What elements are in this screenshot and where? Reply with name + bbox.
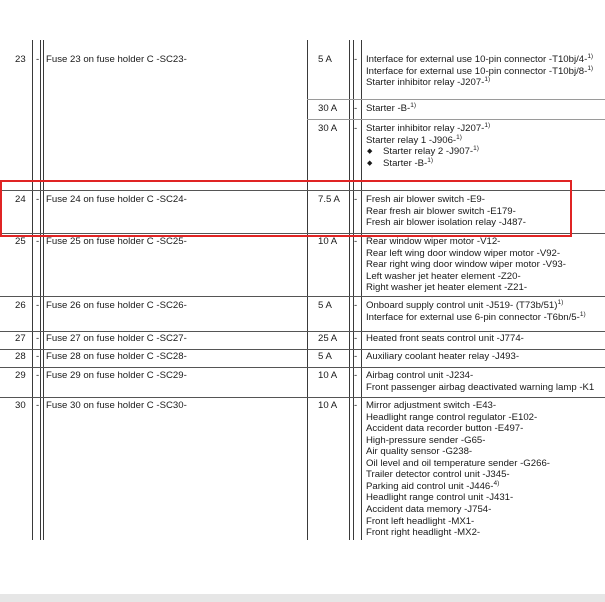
component-label: Headlight range control regulator -E102- (366, 411, 538, 423)
footnote-marker: 1) (579, 310, 586, 318)
component-item (366, 370, 473, 382)
fuse-description: Fuse 30 on fuse holder C -SC30- (46, 400, 187, 411)
component-label: Front right headlight -MX2- (366, 527, 481, 539)
viewer-bottom-bar (0, 594, 605, 602)
highlight-box-fuse-24 (0, 180, 572, 237)
component-item (366, 435, 485, 447)
column-divider (307, 40, 308, 540)
group-separator (307, 119, 605, 120)
row-dash: - (36, 400, 40, 411)
column-divider (349, 40, 350, 540)
component-item (366, 446, 472, 458)
group-dash: - (354, 194, 358, 205)
row-dash: - (36, 333, 40, 344)
component-label: Fresh air blower switch -E9- (366, 194, 485, 205)
group-dash: - (354, 300, 358, 311)
fuse-number: 27 (15, 333, 26, 344)
footnote-marker: 1) (427, 156, 434, 164)
group-dash: - (354, 236, 358, 247)
amperage-rating: 5 A (318, 300, 332, 311)
fuse-description: Fuse 24 on fuse holder C -SC24- (46, 194, 187, 205)
footnote-marker: 1) (484, 76, 491, 84)
fuse-description: Fuse 28 on fuse holder C -SC28- (46, 351, 187, 362)
row-separator (0, 296, 605, 297)
component-label: Air quality sensor -G238- (366, 446, 473, 458)
group-dash: - (354, 351, 358, 362)
fuse-description: Fuse 25 on fuse holder C -SC25- (46, 236, 187, 247)
row-dash: - (36, 236, 40, 247)
row-separator (0, 349, 605, 350)
component-item (366, 77, 490, 90)
component-item (366, 423, 523, 435)
component-item (366, 271, 521, 283)
diamond-bullet-icon: ◆ (367, 148, 373, 156)
footnote-marker: 1) (484, 122, 491, 129)
component-label: Accident data memory -J754- (366, 503, 492, 515)
amperage-rating: 30 A (318, 103, 338, 114)
group-dash: - (354, 123, 358, 134)
component-item (366, 527, 480, 539)
component-label: Oil level and oil temperature sender -G266- (366, 457, 550, 469)
component-item (366, 103, 416, 116)
group-dash: - (354, 400, 358, 411)
component-label: Interface for external use 10-pin connector -T10bj/8- (366, 65, 588, 77)
footnote-marker: 1) (473, 145, 479, 153)
amperage-rating: 10 A (318, 370, 338, 381)
component-label: Airbag control unit -J234- (366, 370, 474, 381)
component-label: Starter -B- (383, 157, 428, 169)
component-label: Heated front seats control unit -J774- (366, 333, 524, 344)
component-label: Mirror adjustment switch -E43- (366, 400, 497, 411)
fuse-description: Fuse 29 on fuse holder C -SC29- (46, 370, 187, 381)
component-label: Parking aid control unit -J446- (366, 480, 494, 492)
fuse-description: Fuse 23 on fuse holder C -SC23- (46, 54, 187, 65)
row-separator (0, 397, 605, 398)
component-label: Headlight range control unit -J431- (366, 492, 514, 504)
component-item (366, 236, 500, 248)
group-dash: - (354, 103, 358, 114)
component-item (366, 412, 537, 424)
footnote-marker: 1) (410, 102, 417, 109)
component-item (366, 333, 524, 345)
component-label: Fresh air blower isolation relay -J487- (366, 217, 526, 229)
amperage-rating: 7.5 A (318, 194, 340, 205)
fuse-number: 29 (15, 370, 26, 381)
row-separator (0, 367, 605, 368)
component-item (383, 158, 433, 171)
footnote-marker: 4) (493, 479, 500, 487)
row-dash: - (36, 370, 40, 381)
component-label: Interface for external use 6-pin connector -T6bn/5- (366, 311, 580, 323)
column-divider (353, 40, 354, 540)
component-item (366, 382, 594, 394)
amperage-rating: 30 A (318, 123, 338, 134)
component-item (366, 282, 527, 294)
component-label: Interface for external use 10-pin connector -T10bj/4- (366, 54, 588, 65)
row-dash: - (36, 194, 40, 205)
component-item (366, 492, 513, 504)
amperage-rating: 25 A (318, 333, 338, 344)
group-dash: - (354, 54, 358, 65)
column-divider (32, 40, 33, 540)
component-item (366, 458, 550, 470)
component-label: Starter -B- (366, 103, 411, 114)
fuse-number: 26 (15, 300, 26, 311)
component-label: Starter inhibitor relay -J207- (366, 123, 485, 134)
component-item (366, 259, 566, 271)
component-label: Left washer jet heater element -Z20- (366, 270, 521, 282)
row-dash: - (36, 54, 40, 65)
component-item (366, 516, 474, 528)
component-label: Front left headlight -MX1- (366, 515, 475, 527)
component-label: Rear right wing door window wiper motor -V93- (366, 259, 566, 271)
component-label: Accident data recorder button -E497- (366, 423, 524, 435)
component-label: Right washer jet heater element -Z21- (366, 282, 528, 294)
component-item (366, 504, 491, 516)
component-label: Front passenger airbag deactivated warning lamp -K1 (366, 381, 595, 393)
fuse-number: 25 (15, 236, 26, 247)
component-item (366, 351, 519, 363)
footnote-marker: 1) (456, 133, 462, 141)
group-dash: - (354, 370, 358, 381)
component-label: Starter inhibitor relay -J207- (366, 77, 485, 89)
component-item (366, 248, 560, 260)
amperage-rating: 5 A (318, 351, 332, 362)
component-item (366, 469, 510, 481)
footnote-marker: 1) (587, 64, 594, 72)
column-divider (40, 40, 41, 540)
fuse-number: 28 (15, 351, 26, 362)
component-label: High-pressure sender -G65- (366, 434, 486, 446)
footnote-marker: 1) (557, 299, 564, 306)
component-item (366, 312, 586, 325)
amperage-rating: 10 A (318, 400, 338, 411)
row-dash: - (36, 300, 40, 311)
fuse-number: 23 (15, 54, 26, 65)
amperage-rating: 5 A (318, 54, 332, 65)
component-label: Auxiliary coolant heater relay -J493- (366, 351, 520, 362)
component-label: Trailer detector control unit -J345- (366, 469, 510, 481)
component-label: Onboard supply control unit -J519- (T73b/51) (366, 300, 558, 311)
component-label: Rear fresh air blower switch -E179- (366, 205, 516, 217)
component-label: Rear window wiper motor -V12- (366, 236, 501, 247)
fuse-number: 30 (15, 400, 26, 411)
row-dash: - (36, 351, 40, 362)
fuse-description: Fuse 26 on fuse holder C -SC26- (46, 300, 187, 311)
diamond-bullet-icon: ◆ (367, 159, 373, 167)
component-label: Rear left wing door window wiper motor -V92- (366, 247, 561, 259)
row-separator (0, 331, 605, 332)
amperage-rating: 10 A (318, 236, 338, 247)
group-separator (307, 99, 605, 100)
fuse-number: 24 (15, 194, 26, 205)
footnote-marker: 1) (587, 53, 594, 60)
component-item (366, 400, 496, 412)
component-label: Starter relay 1 -J906- (366, 134, 457, 146)
column-divider (43, 40, 44, 540)
group-dash: - (354, 333, 358, 344)
fuse-description: Fuse 27 on fuse holder C -SC27- (46, 333, 187, 344)
column-divider (361, 40, 362, 540)
component-label: Starter relay 2 -J907- (383, 146, 474, 158)
